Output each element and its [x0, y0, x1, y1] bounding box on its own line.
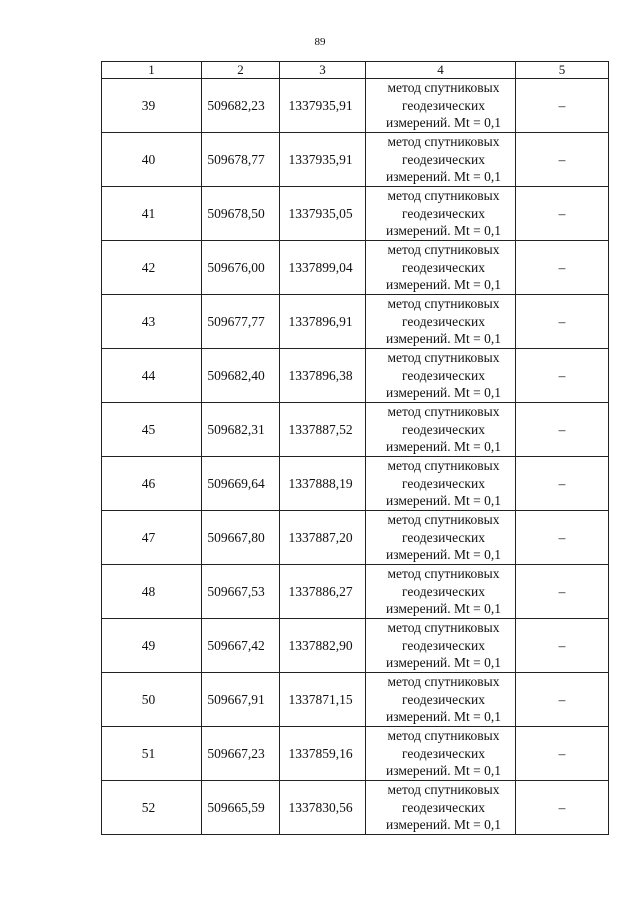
method-cell: [366, 403, 516, 457]
method-line: геодезических: [402, 637, 485, 653]
y-coordinate-cell: 1337935,91: [280, 133, 366, 187]
method-line: измерений. Mt = 0,1: [385, 439, 502, 455]
method-line: измерений. Mt = 0,1: [385, 601, 502, 617]
note-cell: –: [516, 349, 609, 403]
method-line: метод спутниковых: [387, 620, 500, 636]
method-cell: [366, 781, 516, 835]
point-number-cell: 50: [102, 673, 202, 727]
method-line: геодезических: [402, 799, 485, 815]
x-coordinate-cell: 509667,53: [202, 565, 280, 619]
table-row: [102, 781, 609, 835]
table-row: [102, 241, 609, 295]
method-line: метод спутниковых: [387, 782, 500, 798]
method-cell: [366, 349, 516, 403]
method-line: метод спутниковых: [387, 566, 500, 582]
method-cell: [366, 619, 516, 673]
method-line: измерений. Mt = 0,1: [385, 493, 502, 509]
note-cell: –: [516, 619, 609, 673]
x-coordinate-cell: 509665,59: [202, 781, 280, 835]
y-coordinate-cell: 1337859,16: [280, 727, 366, 781]
y-coordinate-cell: 1337935,91: [280, 79, 366, 133]
column-header-3: 3: [280, 62, 366, 79]
method-line: измерений. Mt = 0,1: [385, 169, 502, 185]
method-cell: [366, 187, 516, 241]
point-number-cell: 45: [102, 403, 202, 457]
table-row: [102, 511, 609, 565]
method-line: метод спутниковых: [387, 404, 500, 420]
table-row: [102, 349, 609, 403]
y-coordinate-cell: 1337896,91: [280, 295, 366, 349]
note-cell: –: [516, 187, 609, 241]
point-number-cell: 43: [102, 295, 202, 349]
y-coordinate-cell: 1337888,19: [280, 457, 366, 511]
method-line: метод спутниковых: [387, 512, 500, 528]
point-number-cell: 39: [102, 79, 202, 133]
y-coordinate-cell: 1337882,90: [280, 619, 366, 673]
method-line: измерений. Mt = 0,1: [385, 115, 502, 131]
note-cell: –: [516, 133, 609, 187]
column-header-2: 2: [202, 62, 280, 79]
method-line: метод спутниковых: [387, 728, 500, 744]
method-cell: [366, 673, 516, 727]
point-number-cell: 51: [102, 727, 202, 781]
method-line: измерений. Mt = 0,1: [385, 709, 502, 725]
x-coordinate-cell: 509677,77: [202, 295, 280, 349]
method-line: геодезических: [402, 421, 485, 437]
x-coordinate-cell: 509682,40: [202, 349, 280, 403]
point-number-cell: 52: [102, 781, 202, 835]
method-line: измерений. Mt = 0,1: [385, 277, 502, 293]
note-cell: –: [516, 511, 609, 565]
method-cell: [366, 295, 516, 349]
table-row: [102, 187, 609, 241]
method-line: измерений. Mt = 0,1: [385, 655, 502, 671]
method-cell: [366, 79, 516, 133]
y-coordinate-cell: 1337887,52: [280, 403, 366, 457]
table-row: [102, 403, 609, 457]
column-header-5: 5: [516, 62, 609, 79]
method-line: измерений. Mt = 0,1: [385, 331, 502, 347]
method-cell: [366, 133, 516, 187]
method-line: геодезических: [402, 475, 485, 491]
method-cell: [366, 241, 516, 295]
table-row: [102, 619, 609, 673]
y-coordinate-cell: 1337830,56: [280, 781, 366, 835]
note-cell: –: [516, 727, 609, 781]
point-number-cell: 42: [102, 241, 202, 295]
method-cell: [366, 565, 516, 619]
y-coordinate-cell: 1337935,05: [280, 187, 366, 241]
table-row: [102, 79, 609, 133]
x-coordinate-cell: 509667,42: [202, 619, 280, 673]
table-row: [102, 565, 609, 619]
method-line: геодезических: [402, 367, 485, 383]
coordinates-table: [101, 61, 609, 835]
x-coordinate-cell: 509682,23: [202, 79, 280, 133]
column-header-1: 1: [102, 62, 202, 79]
table-row: [102, 727, 609, 781]
method-line: геодезических: [402, 691, 485, 707]
y-coordinate-cell: 1337887,20: [280, 511, 366, 565]
point-number-cell: 47: [102, 511, 202, 565]
table-body: [102, 79, 609, 835]
table-row: [102, 673, 609, 727]
point-number-cell: 49: [102, 619, 202, 673]
method-line: геодезических: [402, 97, 485, 113]
note-cell: –: [516, 457, 609, 511]
method-line: метод спутниковых: [387, 242, 500, 258]
header-row: [102, 62, 609, 79]
point-number-cell: 44: [102, 349, 202, 403]
method-line: геодезических: [402, 259, 485, 275]
method-line: геодезических: [402, 151, 485, 167]
note-cell: –: [516, 295, 609, 349]
method-cell: [366, 727, 516, 781]
method-line: геодезических: [402, 745, 485, 761]
x-coordinate-cell: 509669,64: [202, 457, 280, 511]
x-coordinate-cell: 509682,31: [202, 403, 280, 457]
method-line: измерений. Mt = 0,1: [385, 385, 502, 401]
note-cell: –: [516, 565, 609, 619]
method-line: метод спутниковых: [387, 296, 500, 312]
method-line: геодезических: [402, 205, 485, 221]
table-row: [102, 133, 609, 187]
method-line: метод спутниковых: [387, 350, 500, 366]
note-cell: –: [516, 673, 609, 727]
x-coordinate-cell: 509667,91: [202, 673, 280, 727]
point-number-cell: 40: [102, 133, 202, 187]
point-number-cell: 41: [102, 187, 202, 241]
x-coordinate-cell: 509678,77: [202, 133, 280, 187]
method-line: метод спутниковых: [387, 80, 500, 96]
method-cell: [366, 511, 516, 565]
x-coordinate-cell: 509676,00: [202, 241, 280, 295]
method-line: метод спутниковых: [387, 188, 500, 204]
method-line: метод спутниковых: [387, 674, 500, 690]
y-coordinate-cell: 1337871,15: [280, 673, 366, 727]
y-coordinate-cell: 1337899,04: [280, 241, 366, 295]
method-cell: [366, 457, 516, 511]
x-coordinate-cell: 509678,50: [202, 187, 280, 241]
table-row: [102, 457, 609, 511]
table-row: [102, 295, 609, 349]
method-line: геодезических: [402, 529, 485, 545]
column-header-4: 4: [366, 62, 516, 79]
y-coordinate-cell: 1337896,38: [280, 349, 366, 403]
point-number-cell: 46: [102, 457, 202, 511]
method-line: метод спутниковых: [387, 458, 500, 474]
note-cell: –: [516, 241, 609, 295]
method-line: геодезических: [402, 313, 485, 329]
x-coordinate-cell: 509667,80: [202, 511, 280, 565]
note-cell: –: [516, 79, 609, 133]
note-cell: –: [516, 403, 609, 457]
method-line: измерений. Mt = 0,1: [385, 763, 502, 779]
x-coordinate-cell: 509667,23: [202, 727, 280, 781]
method-line: метод спутниковых: [387, 134, 500, 150]
method-line: измерений. Mt = 0,1: [385, 547, 502, 563]
page-number: 89: [314, 36, 326, 48]
method-line: измерений. Mt = 0,1: [385, 817, 502, 833]
note-cell: –: [516, 781, 609, 835]
point-number-cell: 48: [102, 565, 202, 619]
method-line: геодезических: [402, 583, 485, 599]
y-coordinate-cell: 1337886,27: [280, 565, 366, 619]
method-line: измерений. Mt = 0,1: [385, 223, 502, 239]
